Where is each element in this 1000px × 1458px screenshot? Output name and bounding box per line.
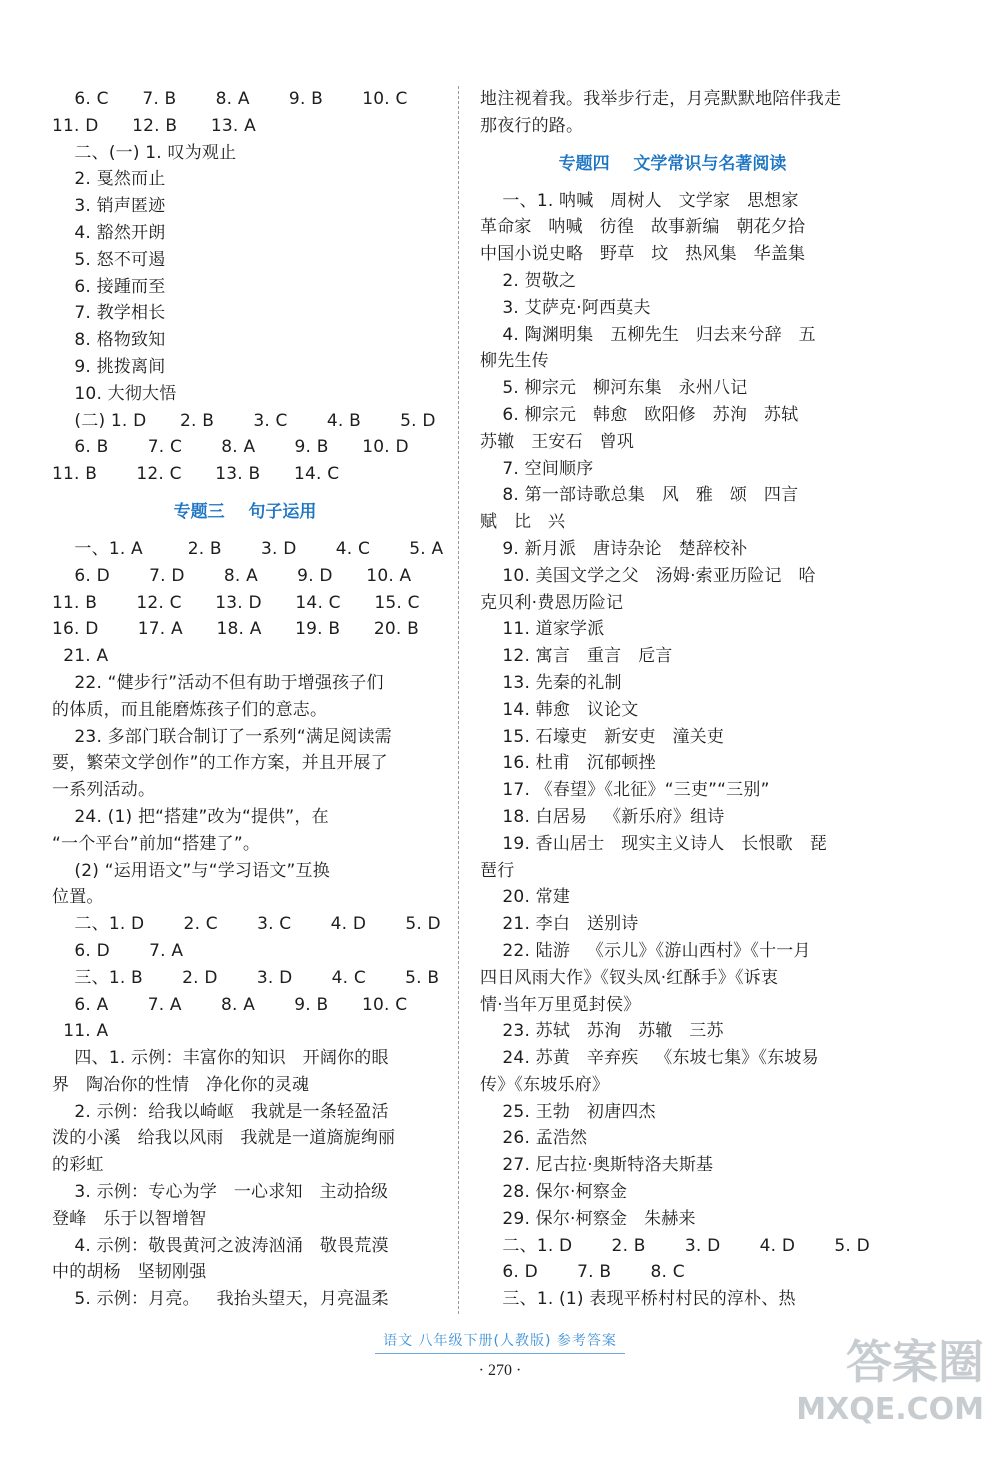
answer-line: 7. 空间顺序 (480, 458, 594, 479)
answer-line: 二、1. D 2. C 3. C 4. D 5. D (52, 914, 441, 935)
answer-line: 4. 陶渊明集 五柳先生 归去来兮辞 五 (480, 324, 816, 345)
answer-line: 2. 贺敬之 (480, 270, 577, 291)
answer-line: 29. 保尔·柯察金 朱赫来 (480, 1208, 696, 1229)
answer-line: 3. 示例：专心为学 一心求知 主动拾级 (52, 1182, 389, 1203)
answer-line: 2. 戛然而止 (52, 169, 166, 190)
left-column (52, 86, 444, 1313)
answer-line: 11. D 12. B 13. A (52, 115, 256, 136)
answer-line: 11. B 12. C 13. B 14. C (52, 464, 340, 485)
answer-line: 二、1. D 2. B 3. D 4. D 5. D (480, 1235, 870, 1256)
answer-line: 6. 接踵而至 (52, 276, 166, 297)
answer-line: 二、(一) 1. 叹为观止 (52, 142, 237, 163)
answer-line: 泼的小溪 给我以风雨 我就是一道旖旎绚丽 (52, 1128, 396, 1149)
answer-line: 那夜行的路。 (480, 115, 584, 136)
answer-line: 26. 孟浩然 (480, 1128, 588, 1149)
answer-line: 21. A (52, 646, 109, 667)
answer-line: 界 陶冶你的性情 净化你的灵魂 (52, 1074, 310, 1095)
answer-line: 一、1. 呐喊 周树人 文学家 思想家 (480, 190, 799, 211)
answer-line: 赋 比 兴 (480, 512, 566, 533)
answer-line: 的彩虹 (52, 1155, 104, 1176)
answer-line: 18. 白居易 《新乐府》组诗 (480, 806, 725, 827)
answer-line: 6. D 7. D 8. A 9. D 10. A (52, 565, 412, 586)
answer-line: 6. 柳宗元 韩愈 欧阳修 苏洵 苏轼 (480, 404, 799, 425)
answer-line: 17. 《春望》《北征》“三吏”“三别” (480, 780, 770, 801)
answer-line: 20. 常建 (480, 887, 571, 908)
answer-line: 11. 道家学派 (480, 619, 605, 640)
answer-line: 5. 柳宗元 柳河东集 永州八记 (480, 378, 748, 399)
answer-line: 6. D 7. B 8. C (480, 1262, 685, 1283)
answer-line: (二) 1. D 2. B 3. C 4. B 5. D (52, 410, 436, 431)
answer-line: 中的胡杨 坚韧刚强 (52, 1262, 207, 1283)
answer-line: 2. 示例：给我以崎岖 我就是一条轻盈活 (52, 1101, 389, 1122)
answer-line: 9. 挑拨离间 (52, 356, 166, 377)
answer-line: 28. 保尔·柯察金 (480, 1182, 628, 1203)
answer-line: 传》《东坡乐府》 (480, 1074, 610, 1095)
answer-line: 19. 香山居士 现实主义诗人 长恨歌 琵 (480, 833, 827, 854)
answer-line: 10. 美国文学之父 汤姆·索亚历险记 哈 (480, 565, 816, 586)
answer-line: 三、1. B 2. D 3. D 4. C 5. B (52, 967, 440, 988)
answer-line: 8. 格物致知 (52, 330, 166, 351)
answer-line: (2) “运用语文”与“学习语文”互换 (52, 860, 330, 881)
answer-line: 情·当年万里觅封侯》 (480, 994, 641, 1015)
answer-line: 四日风雨大作》《钗头凤·红酥手》《诉衷 (480, 967, 779, 988)
answer-line: 24. (1) 把“搭建”改为“提供”，在 (52, 806, 329, 827)
answer-line: 21. 李白 送别诗 (480, 914, 639, 935)
answer-line: 6. D 7. A (52, 940, 184, 961)
answer-line: 4. 豁然开朗 (52, 222, 166, 243)
answer-line: 柳先生传 (480, 351, 549, 372)
answer-line: 10. 大彻大悟 (52, 383, 177, 404)
answer-line: 一、1. A 2. B 3. D 4. C 5. A (52, 538, 444, 559)
answer-line: 8. 第一部诗歌总集 风 雅 颂 四言 (480, 485, 799, 506)
answer-line: 5. 示例：月亮。 我抬头望天，月亮温柔 (52, 1289, 389, 1310)
answer-line: 地注视着我。我举步行走，月亮默默地陪伴我走 (480, 89, 842, 109)
answer-line: 6. A 7. A 8. A 9. B 10. C (52, 994, 408, 1015)
watermark (774, 1334, 984, 1444)
answer-line: 琶行 (480, 860, 515, 881)
answer-line: 一系列活动。 (52, 780, 156, 801)
answer-line: 6. B 7. C 8. A 9. B 10. D (52, 437, 409, 458)
column-divider (458, 86, 459, 1314)
answer-line: 16. D 17. A 18. A 19. B 20. B (52, 619, 419, 640)
section-title: 专题三 句子运用 (173, 501, 317, 522)
answer-line: 12. 寓言 重言 卮言 (480, 646, 673, 667)
answer-line: 25. 王勃 初唐四杰 (480, 1101, 656, 1122)
answer-line: 苏辙 王安石 曾巩 (480, 431, 635, 452)
answer-line: 23. 多部门联合制订了一系列“满足阅读需 (52, 726, 392, 747)
answer-line: 中国小说史略 野草 坟 热风集 华盖集 (480, 244, 806, 265)
answer-line: 4. 示例：敬畏黄河之波涛汹涌 敬畏荒漠 (52, 1235, 389, 1256)
answer-line: 四、1. 示例：丰富你的知识 开阔你的眼 (52, 1048, 389, 1069)
answer-line: 革命家 呐喊 彷徨 故事新编 朝花夕拾 (480, 217, 806, 238)
answer-line: 22. “健步行”活动不但有助于增强孩子们 (52, 672, 384, 693)
answer-line: 6. C 7. B 8. A 9. B 10. C (52, 89, 408, 109)
answer-line: 3. 销声匿迹 (52, 196, 166, 217)
watermark-logo: 答案圈 (846, 1335, 984, 1389)
answer-line: 三、1. (1) 表现平桥村村民的淳朴、热 (480, 1289, 796, 1310)
answer-line: 3. 艾萨克·阿西莫夫 (480, 297, 651, 318)
answer-line: 登峰 乐于以智增智 (52, 1208, 207, 1229)
answer-line: 13. 先秦的礼制 (480, 672, 622, 693)
answer-line: 23. 苏轼 苏洵 苏辙 三苏 (480, 1021, 724, 1042)
answer-line: 5. 怒不可遏 (52, 249, 166, 270)
answer-line: 克贝利·费恩历险记 (480, 592, 624, 613)
footer-label: 语文 八年级下册(人教版) 参考答案 (375, 1330, 625, 1354)
answer-line: 14. 韩愈 议论文 (480, 699, 639, 720)
answer-line: 9. 新月派 唐诗杂论 楚辞校补 (480, 538, 748, 559)
answer-line: 7. 教学相长 (52, 303, 166, 324)
watermark-url: MXQE.COM (796, 1392, 984, 1427)
answer-line: 27. 尼古拉·奥斯特洛夫斯基 (480, 1155, 714, 1176)
answer-line: 要，繁荣文学创作”的工作方案，并且开展了 (52, 753, 388, 774)
answer-line: 22. 陆游 《示儿》《游山西村》《十一月 (480, 940, 811, 961)
answer-line: 11. A (52, 1021, 109, 1042)
answer-line: “一个平台”前加“搭建了”。 (52, 833, 261, 854)
answer-line: 的体质，而且能磨炼孩子们的意志。 (52, 699, 328, 720)
section-title: 专题四 文学常识与名著阅读 (558, 153, 787, 174)
answer-line: 24. 苏黄 辛弃疾 《东坡七集》《东坡易 (480, 1048, 819, 1069)
answer-line: 15. 石壕吏 新安吏 潼关吏 (480, 726, 725, 747)
answer-line: 16. 杜甫 沉郁顿挫 (480, 753, 656, 774)
answer-line: 11. B 12. C 13. D 14. C 15. C (52, 592, 420, 613)
answer-line: 位置。 (52, 887, 104, 908)
page-number: · 270 · (478, 1362, 522, 1379)
right-column (480, 86, 870, 1313)
